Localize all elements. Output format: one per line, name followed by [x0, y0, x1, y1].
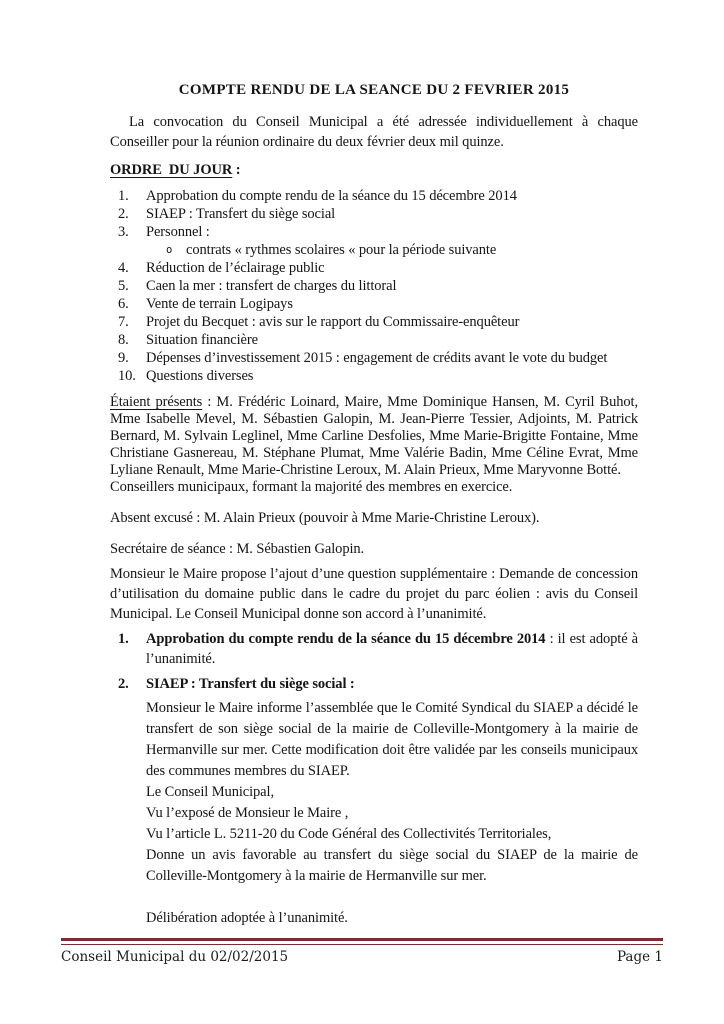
council-line: Vu l’exposé de Monsieur le Maire ,	[146, 805, 349, 821]
circle-bullet-marker: o	[166, 244, 173, 256]
attendees-paragraph	[110, 394, 638, 479]
agenda-item-text: Dépenses d’investissement 2015 : engagement de crédits avant le vote du budget	[146, 350, 608, 366]
footer-page-number: Page 1	[616, 949, 663, 965]
document-title: COMPTE RENDU DE LA SEANCE DU 2 FEVRIER 2015	[178, 82, 570, 98]
section-number: 2.	[118, 676, 129, 692]
footer-text-row	[61, 948, 663, 966]
agenda-heading	[110, 160, 638, 180]
agenda-item-number: 5.	[118, 278, 129, 294]
decision-paragraph: Donne un avis favorable au transfert du siège social du SIAEP de la mairie de Colleville-Montgomery à la mairie de Hermanville sur mer.	[146, 847, 638, 884]
council-line: Vu l’article L. 5211-20 du Code Général des Collectivités Territoriales,	[146, 826, 552, 842]
agenda-item	[110, 259, 638, 277]
agenda-item-text: Réduction de l’éclairage public	[146, 260, 325, 276]
absent-line: Absent excusé : M. Alain Prieux (pouvoir à Mme Marie-Christine Leroux).	[110, 510, 540, 526]
agenda-item	[110, 187, 638, 205]
council-note: Conseillers municipaux, formant la majorité des membres en exercice.	[110, 479, 513, 495]
siaep-paragraph: Monsieur le Maire informe l’assemblée que le Comité Syndical du SIAEP a décidé le transfert de son siège social de la mairie de Colleville-Montgomery à la mairie de Hermanville sur mer. Cette modification doit être validée par les conseils municipaux des communes membres du SIAEP.	[146, 700, 638, 779]
agenda-item-number: 8.	[118, 332, 129, 348]
agenda-item-number: 1.	[118, 188, 129, 204]
footer-left-text: Conseil Municipal du 02/02/2015	[61, 949, 289, 965]
document-content	[110, 80, 638, 929]
agenda-item	[110, 205, 638, 223]
agenda-heading-label: ORDRE DU JOUR	[110, 162, 233, 178]
agenda-item-text: Caen la mer : transfert de charges du littoral	[146, 278, 397, 294]
agenda-item-text: Questions diverses	[146, 368, 254, 384]
secretary-line: Secrétaire de séance : M. Sébastien Galopin.	[110, 541, 365, 557]
agenda-item	[110, 277, 638, 295]
agenda-list	[110, 187, 638, 385]
agenda-item-text: Approbation du compte rendu de la séance du 15 décembre 2014	[146, 188, 517, 204]
section-2-body	[146, 698, 638, 929]
agenda-sub-item-text: contrats « rythmes scolaires « pour la période suivante	[186, 242, 497, 258]
intro-paragraph: La convocation du Conseil Municipal a été adressée individuellement à chaque Conseiller pour la réunion ordinaire du deux février deux mil quinze.	[110, 114, 638, 150]
agenda-item	[110, 295, 638, 313]
agenda-item	[110, 367, 638, 385]
deliberation-line: Délibération adoptée à l’unanimité.	[146, 910, 348, 926]
agenda-item-number: 6.	[118, 296, 129, 312]
agenda-item-number: 3.	[118, 224, 129, 240]
section-body	[146, 629, 638, 669]
present-label: Étaient présents	[110, 394, 203, 410]
agenda-item	[110, 223, 638, 241]
agenda-item-number: 10.	[118, 368, 136, 384]
agenda-item-number: 4.	[118, 260, 129, 276]
mayor-proposal-paragraph: Monsieur le Maire propose l’ajout d’une question supplémentaire : Demande de concession d’utilisation du domaine public dans le cadre du projet du parc éolien : avis du Conseil Municipal. Le Conseil Municipal donne son accord à l’unanimité.	[110, 566, 638, 622]
section-body	[146, 674, 638, 694]
agenda-item-number: 7.	[118, 314, 129, 330]
footer-rule	[61, 938, 663, 945]
section-title: SIAEP : Transfert du siège social :	[146, 676, 355, 692]
section-title: Approbation du compte rendu de la séance du 15 décembre 2014	[146, 631, 546, 647]
present-names: : M. Frédéric Loinard, Maire, Mme Dominique Hansen, M. Cyril Buhot, Mme Isabelle Mevel, M. Sébastien Galopin, M. Jean-Pierre Tessier, Adjoints, M. Patrick Bernard, M. Sylvain Leglinel, Mme Carline Desfolies, Mme Marie-Brigitte Fontaine, Mme Christiane Gasnereau, M. Stéphane Plumat, Mme Valérie Badin, Mme Céline Evrat, Mme Lyliane Renault, Mme Marie-Christine Leroux, M. Alain Prieux, Mme Maryvonne Botté.	[110, 394, 638, 478]
agenda-item	[110, 313, 638, 331]
agenda-item-text: Projet du Becquet : avis sur le rapport du Commissaire-enquêteur	[146, 314, 520, 330]
agenda-item	[110, 349, 638, 367]
agenda-item-text: Personnel :	[146, 224, 210, 240]
section-item-1	[110, 629, 638, 669]
agenda-item	[110, 331, 638, 349]
agenda-heading-colon: :	[232, 162, 241, 178]
agenda-item-number: 9.	[118, 350, 129, 366]
agenda-item-text: Situation financière	[146, 332, 258, 348]
agenda-item-text: SIAEP : Transfert du siège social	[146, 206, 336, 222]
agenda-item-text: Vente de terrain Logipays	[146, 296, 293, 312]
agenda-item-number: 2.	[118, 206, 129, 222]
agenda-sub-item	[110, 241, 638, 259]
page-footer	[61, 938, 663, 966]
section-result: : il est adopté à l’unanimité.	[146, 631, 638, 667]
council-line: Le Conseil Municipal,	[146, 784, 274, 800]
section-item-2	[110, 674, 638, 694]
section-number: 1.	[118, 631, 129, 647]
